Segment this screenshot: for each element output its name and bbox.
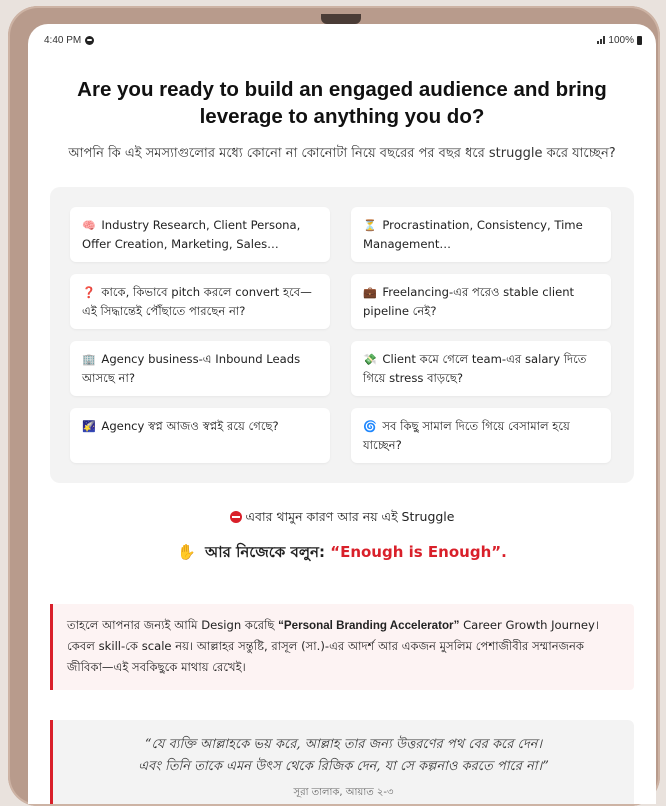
problem-card — [351, 274, 611, 329]
status-time: 4:40 PM — [44, 34, 82, 46]
status-right — [597, 35, 642, 46]
problem-card — [70, 274, 330, 329]
quran-quote — [50, 720, 634, 804]
problems-grid — [50, 187, 634, 483]
problem-text: সব কিছু সামাল দিতে গিয়ে বেসামাল হয়ে যাচ্ছেন? — [363, 419, 570, 452]
problem-text: Procrastination, Consistency, Time Management… — [363, 218, 583, 251]
stop-text: এবার থামুন কারণ আর নয় এই Struggle — [245, 509, 455, 524]
problem-card — [70, 341, 330, 396]
problem-text: Freelancing-এর পরেও stable client pipeline নেই? — [363, 285, 575, 318]
enough-highlight: “Enough is Enough”. — [330, 543, 507, 561]
enough-prefix: আর নিজেকে বলুন: — [205, 543, 325, 561]
device-hinge — [321, 14, 361, 24]
problem-card — [351, 207, 611, 262]
screen — [28, 24, 656, 804]
problem-text: Client কমে গেলে team-এর salary দিতে গিয়ে stress বাড়ছে? — [363, 352, 587, 385]
raised-hand-icon: ✋ — [177, 543, 196, 561]
no-entry-icon — [230, 511, 242, 523]
page-subhead: আপনি কি এই সমস্যাগুলোর মধ্যে কোনো না কোনোটা নিয়ে বছরের পর বছর ধরে struggle করে যাচ্ছেন? — [68, 146, 616, 161]
problem-card — [70, 408, 330, 463]
problem-card — [70, 207, 330, 262]
callout-text-a: তাহলে আপনার জন্যই আমি Design করেছি — [67, 618, 275, 632]
briefcase-icon: 💼 — [363, 286, 377, 299]
problem-text: Agency business-এ Inbound Leads আসছে না? — [82, 352, 301, 385]
quote-line-1: “যে ব্যক্তি আল্লাহকে ভয় করে, আল্লাহ তার জন্য উত্তরণের পথ বের করে দেন। — [144, 737, 543, 752]
enough-line — [50, 541, 634, 566]
signal-icon — [597, 36, 605, 44]
quote-line-2: এবং তিনি তাকে এমন উৎস থেকে রিজিক দেন, যা সে কল্পনাও করতে পারে না।” — [138, 759, 549, 774]
problem-text: কাকে, কিভাবে pitch করলে convert হবে—এই সিদ্ধান্তেই পৌঁছাতে পারছেন না? — [82, 285, 312, 318]
problem-card — [351, 408, 611, 463]
page-headline: Are you ready to build an engaged audience and bring leverage to anything you do? — [77, 78, 607, 128]
office-building-icon: 🏢 — [82, 353, 96, 366]
program-callout — [50, 604, 634, 690]
money-wings-icon: 💸 — [363, 353, 377, 366]
status-left — [44, 35, 94, 46]
battery-icon — [637, 36, 642, 45]
stop-line — [50, 509, 634, 529]
problem-text: Agency স্বপ্ন আজও স্বপ্নই রয়ে গেছে? — [101, 419, 279, 433]
notification-icon — [85, 36, 94, 45]
question-icon: ❓ — [82, 286, 96, 299]
program-name: “Personal Branding Accelerator” — [278, 619, 460, 632]
hourglass-icon: ⏳ — [363, 219, 377, 232]
problem-text: Industry Research, Client Persona, Offer Creation, Marketing, Sales… — [82, 218, 301, 251]
page-content — [28, 76, 656, 804]
cyclone-icon: 🌀 — [363, 420, 377, 433]
callout-text-c: কেবল skill-কে scale নয়। আল্লাহর সন্তুষ্টি, রাসূল (সা.)-এর আদর্শ আর একজন মুসলিম পেশাজীবীর সম্মানজনক জীবিকা—এই সবকিছুকে মাথায় রেখেই। — [67, 639, 585, 674]
problem-card — [351, 341, 611, 396]
status-bar — [28, 24, 656, 56]
battery-percent: 100% — [608, 34, 634, 46]
brain-icon: 🧠 — [82, 219, 96, 232]
shooting-star-icon: 🌠 — [82, 420, 96, 433]
quote-reference: সূরা তালাক, আয়াত ২-৩ — [293, 787, 394, 798]
callout-text-b: Career Growth Journey। — [463, 618, 600, 632]
device-frame — [8, 6, 660, 806]
